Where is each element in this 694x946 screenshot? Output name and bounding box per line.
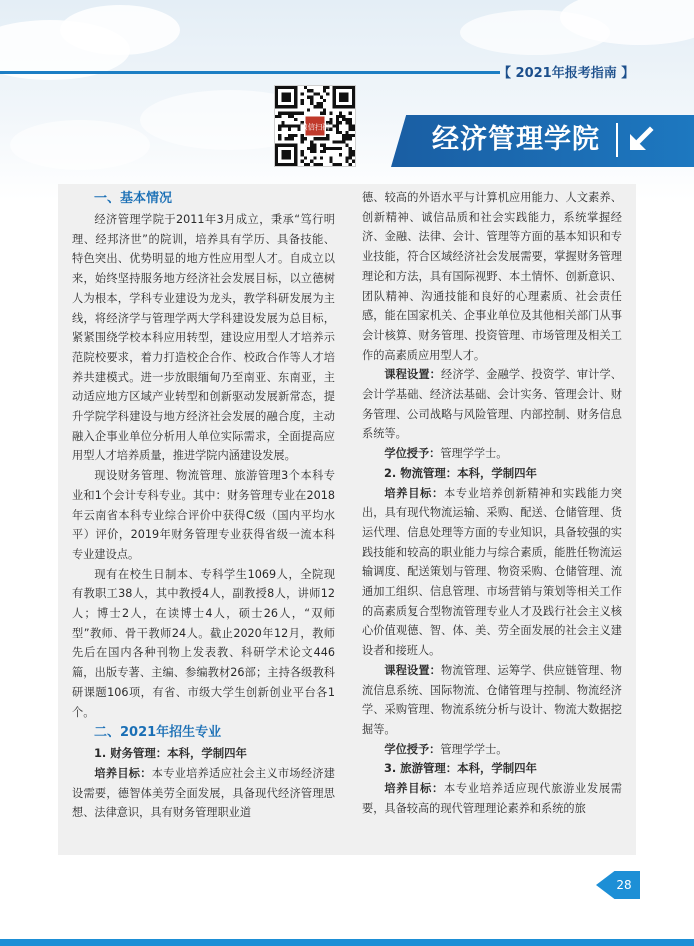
- labeled-paragraph: [72, 764, 335, 823]
- paragraph-text: 管理学学士。: [440, 742, 508, 756]
- right-column: [362, 188, 622, 819]
- section-heading: 二、2021年招生专业: [94, 725, 222, 741]
- paragraph-label: 学位授予：: [384, 742, 441, 756]
- arrow-down-left-icon: [624, 124, 656, 156]
- guide-label: [498, 62, 634, 80]
- major-heading: 2. 物流管理：本科，学制四年: [384, 465, 537, 480]
- labeled-paragraph: [362, 444, 622, 464]
- labeled-paragraph: [362, 365, 622, 444]
- page-number: 28: [616, 878, 632, 892]
- qr-badge-text: 微信扫码: [300, 122, 330, 132]
- section-heading: 一、基本情况: [94, 191, 173, 206]
- paragraph-label: 课程设置：: [384, 368, 441, 382]
- labeled-paragraph: [362, 740, 622, 760]
- labeled-paragraph: [362, 779, 622, 818]
- labeled-paragraph: [362, 484, 622, 661]
- paragraph-label: 培养目标：: [384, 782, 444, 796]
- header-rule: [0, 71, 500, 74]
- paragraph-text: 物流管理、运筹学、供应链管理、物流信息系统、国际物流、仓储管理与控制、物流经济学、采购管理、物流系统分析与设计、物流大数据挖掘等。: [362, 663, 622, 736]
- paragraph: 现有在校生日制本、专科学生1069人，全院现有教职工38人，其中教授4人，副教授8人，讲师12人；博士2人，在读博士4人，硕士26人，“双师型”教师、骨干教师24人。截止2020年12月，教师先后在国内各种刊物上发表教、科研学术论文446篇，出版专著、主编、参编教材26部；主持各级教科研课题106项，有省、市级大学生创新创业平台各1个。: [72, 567, 335, 719]
- labeled-paragraph: [362, 661, 622, 740]
- qr-code-icon: [274, 85, 356, 167]
- paragraph-text: 本专业培养适应现代旅游业发展需要，具备较高的现代管理理论素养和系统的旅: [362, 782, 622, 815]
- major-heading: 3. 旅游管理：本科，学制四年: [384, 761, 537, 776]
- bottom-rule: [0, 939, 694, 946]
- guide-text: 【 2021年报考指南 】: [498, 65, 635, 81]
- content-panel: [58, 184, 636, 855]
- paragraph-label: 课程设置：: [384, 663, 441, 677]
- paragraph-label: 培养目标：: [384, 486, 444, 500]
- paragraph: 经济管理学院于2011年3月成立，秉承“笃行明理、经邦济世”的院训，培养具有学历、具备技能、特色突出、优势明显的地方性应用型人才。自成立以来，始终坚持服务地方经济社会发展目标，以立德树人为根本，学科专业建设为龙头，教学科研发展为主线，将经济学与管理学两大学科建设发展为总目标，紧紧围绕学校本科应用转型，建设应用型人才培养示范院校要求，着力打造校企合作、校政合作等人才培养共建模式。进一步放眼缅甸乃至南亚、东南亚，主动适应地方区域产业转型和创新驱动发展新常态，提升学院学科建设与地方经济社会发展的融合度，主动融入企事业单位分析用人单位实际需求，全面提高应用型人才培养质量，推进学院内涵建设发展。: [72, 213, 335, 463]
- major-heading: 1. 财务管理：本科，学制四年: [94, 746, 247, 761]
- title-separator: [616, 123, 618, 157]
- paragraph-text: 本专业培养创新精神和实践能力突出，具有现代物流运输、采购、配送、仓储管理、货运代理、信息处理等方面的专业知识，具备较强的实践技能和较高的职业能力与综合素质，能胜任物流运输调度、配送策划与管理、物资采购、仓储管理、流通加工组织、信息管理、市场营销与策划等相关工作的高素质复合型物流管理专业人才及践行社会主义核心价值观德、智、体、美、劳全面发展的社会主义建设者和接班人。: [362, 486, 622, 658]
- college-title: 经济管理学院: [432, 124, 600, 155]
- paragraph: 现设财务管理、物流管理、旅游管理3个本科专业和1个会计专科专业。其中：财务管理专业在2018年云南省本科专业综合评价中获得C级（国内平均水平）评价，2019年财务管理专业获得省级一流本科专业建设点。: [72, 469, 335, 561]
- left-column: [72, 188, 335, 823]
- paragraph: 德、较高的外语水平与计算机应用能力、人文素养、创新精神、诚信品质和社会实践能力，系统掌握经济、金融、法律、会计、管理等方面的基本知识和专业技能，符合区域经济社会发展需要，掌握财务管理理论和方法，具有国际视野、本土情怀、创新意识、团队精神、沟通技能和良好的心理素质、社会责任感，能在国家机关、企事业单位及其他相关部门从事会计核算、财务管理、投资管理、市场管理及相关工作的高素质应用型人才。: [362, 191, 622, 362]
- paragraph-label: 学位授予：: [384, 447, 441, 461]
- paragraph-text: 经济学、金融学、投资学、审计学、会计学基础、经济法基础、会计实务、管理会计、财务管理、公司战略与风险管理、内部控制、财务信息系统等。: [362, 368, 622, 441]
- paragraph-text: 本专业培养适应社会主义市场经济建设需要，德智体美劳全面发展，具备现代经济管理思想、法律意识，具有财务管理职业道: [72, 766, 335, 820]
- paragraph-text: 管理学学士。: [440, 447, 508, 461]
- paragraph-label: 培养目标：: [94, 766, 152, 780]
